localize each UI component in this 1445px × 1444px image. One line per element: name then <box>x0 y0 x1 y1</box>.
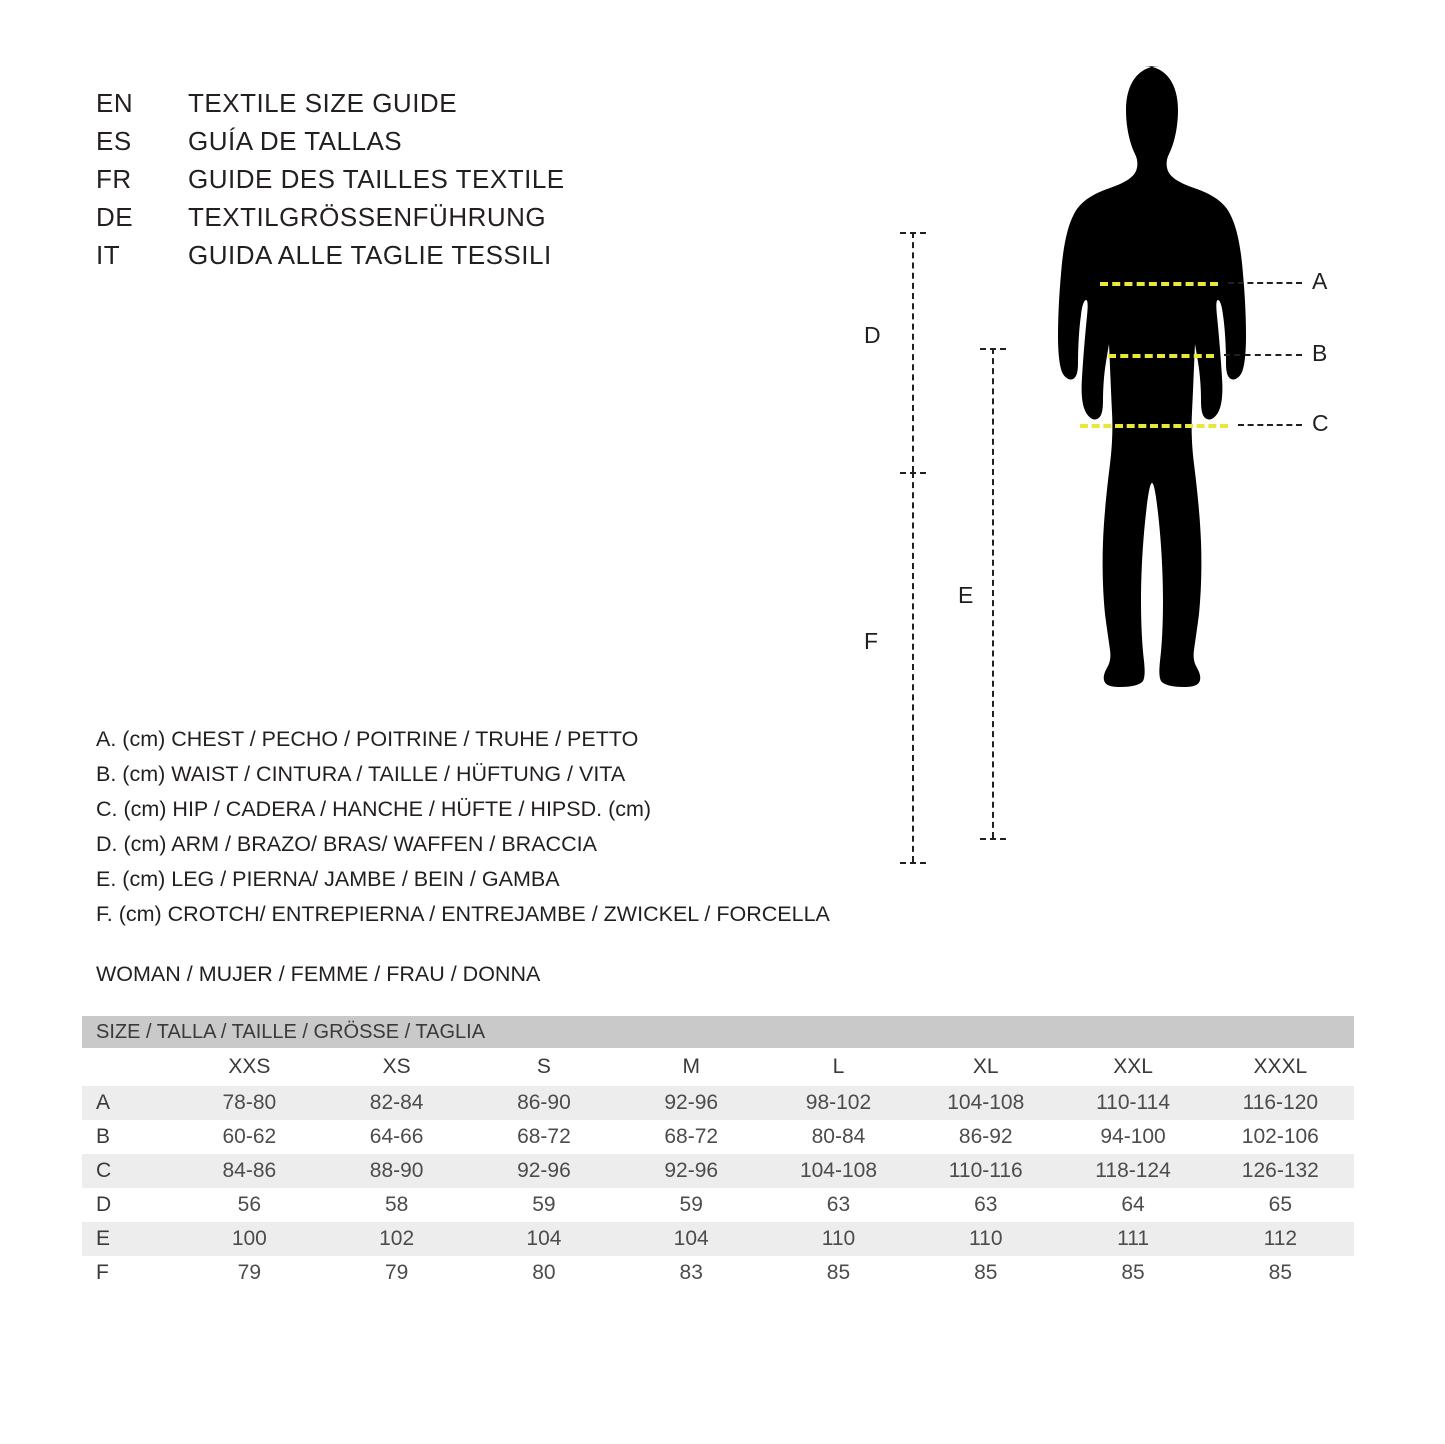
col-head-xl: XL <box>912 1048 1059 1086</box>
title-lang-it: IT <box>96 240 121 270</box>
cell-c-s: 92-96 <box>470 1154 617 1188</box>
legend-item-e: E. (cm) LEG / PIERNA/ JAMBE / BEIN / GAMBA <box>96 867 560 891</box>
cell-e-xs: 102 <box>323 1222 470 1256</box>
col-head-xxxl: XXXL <box>1207 1048 1354 1086</box>
cell-c-l: 104-108 <box>765 1154 912 1188</box>
col-head-xxs: XXS <box>176 1048 323 1086</box>
cell-d-xxs: 56 <box>176 1188 323 1222</box>
size-table <box>82 1016 1354 1290</box>
table-row <box>82 1222 1354 1256</box>
title-lang-en: EN <box>96 88 134 118</box>
col-head-xxl: XXL <box>1059 1048 1206 1086</box>
gender-heading: WOMAN / MUJER / FEMME / FRAU / DONNA <box>96 962 541 986</box>
cell-d-xxl: 64 <box>1059 1188 1206 1222</box>
cell-f-xxl: 85 <box>1059 1256 1206 1290</box>
table-row <box>82 1256 1354 1290</box>
title-row <box>96 240 856 278</box>
table-column-headers <box>82 1048 1354 1086</box>
cell-e-l: 110 <box>765 1222 912 1256</box>
row-label-d: D <box>82 1188 176 1222</box>
cell-e-xl: 110 <box>912 1222 1059 1256</box>
legend-item-f: F. (cm) CROTCH/ ENTREPIERNA / ENTREJAMBE / ZWICKEL / FORCELLA <box>96 902 830 926</box>
table-header-bar-label: SIZE / TALLA / TAILLE / GRÖSSE / TAGLIA <box>82 1016 1354 1048</box>
col-head-blank <box>82 1048 176 1086</box>
measure-line-e <box>992 348 994 838</box>
title-text-it: GUIDA ALLE TAGLIE TESSILI <box>188 240 552 270</box>
cell-e-xxs: 100 <box>176 1222 323 1256</box>
cell-b-xxxl: 102-106 <box>1207 1120 1354 1154</box>
title-row <box>96 164 856 202</box>
cell-b-s: 68-72 <box>470 1120 617 1154</box>
row-label-e: E <box>82 1222 176 1256</box>
cell-d-s: 59 <box>470 1188 617 1222</box>
measure-cap-e-top <box>980 348 1006 350</box>
cell-a-xs: 82-84 <box>323 1086 470 1120</box>
cell-d-m: 59 <box>618 1188 765 1222</box>
cell-f-xs: 79 <box>323 1256 470 1290</box>
cell-b-m: 68-72 <box>618 1120 765 1154</box>
measure-label-e: E <box>958 582 974 608</box>
waist-band <box>1108 354 1214 358</box>
table-row <box>82 1120 1354 1154</box>
cell-a-l: 98-102 <box>765 1086 912 1120</box>
measurement-legend <box>96 722 916 932</box>
cell-f-m: 83 <box>618 1256 765 1290</box>
cell-a-xxl: 110-114 <box>1059 1086 1206 1120</box>
table-row <box>82 1154 1354 1188</box>
measure-cap-e-bottom <box>980 838 1006 840</box>
legend-item-a: A. (cm) CHEST / PECHO / POITRINE / TRUHE / PETTO <box>96 727 639 751</box>
cell-d-xl: 63 <box>912 1188 1059 1222</box>
measure-label-f: F <box>864 628 879 654</box>
title-row <box>96 126 856 164</box>
table-header-bar <box>82 1016 1354 1048</box>
cell-b-xs: 64-66 <box>323 1120 470 1154</box>
col-head-l: L <box>765 1048 912 1086</box>
col-head-xs: XS <box>323 1048 470 1086</box>
table-row <box>82 1086 1354 1120</box>
title-lang-es: ES <box>96 126 132 156</box>
measure-label-b: B <box>1312 340 1328 366</box>
cell-c-xl: 110-116 <box>912 1154 1059 1188</box>
title-lang-fr: FR <box>96 164 132 194</box>
title-row <box>96 202 856 240</box>
title-text-fr: GUIDE DES TAILLES TEXTILE <box>188 164 565 194</box>
measure-label-d: D <box>864 322 881 348</box>
title-text-es: GUÍA DE TALLAS <box>188 126 403 156</box>
cell-e-m: 104 <box>618 1222 765 1256</box>
title-lang-de: DE <box>96 202 134 232</box>
row-label-f: F <box>82 1256 176 1290</box>
cell-e-xxxl: 112 <box>1207 1222 1354 1256</box>
cell-b-xxs: 60-62 <box>176 1120 323 1154</box>
title-row <box>96 88 856 126</box>
cell-b-xl: 86-92 <box>912 1120 1059 1154</box>
measure-line-d <box>912 232 914 472</box>
cell-f-s: 80 <box>470 1256 617 1290</box>
cell-f-l: 85 <box>765 1256 912 1290</box>
cell-e-xxl: 111 <box>1059 1222 1206 1256</box>
hip-band <box>1080 424 1228 428</box>
cell-d-xxxl: 65 <box>1207 1188 1354 1222</box>
hip-leader-line <box>1238 424 1302 426</box>
cell-c-xxs: 84-86 <box>176 1154 323 1188</box>
title-text-de: TEXTILGRÖSSENFÜHRUNG <box>188 202 547 232</box>
legend-item-c: C. (cm) HIP / CADERA / HANCHE / HÜFTE / HIPSD. (cm) <box>96 797 652 821</box>
chest-leader-line <box>1228 282 1302 284</box>
measure-label-c: C <box>1312 410 1329 436</box>
cell-c-xxl: 118-124 <box>1059 1154 1206 1188</box>
row-label-b: B <box>82 1120 176 1154</box>
legend-item-d: D. (cm) ARM / BRAZO/ BRAS/ WAFFEN / BRACCIA <box>96 832 597 856</box>
female-silhouette-icon <box>1040 60 1280 890</box>
cell-c-xs: 88-90 <box>323 1154 470 1188</box>
legend-item-b: B. (cm) WAIST / CINTURA / TAILLE / HÜFTUNG / VITA <box>96 762 626 786</box>
cell-a-s: 86-90 <box>470 1086 617 1120</box>
cell-e-s: 104 <box>470 1222 617 1256</box>
title-text-en: TEXTILE SIZE GUIDE <box>188 88 458 118</box>
cell-b-xxl: 94-100 <box>1059 1120 1206 1154</box>
cell-b-l: 80-84 <box>765 1120 912 1154</box>
cell-c-xxxl: 126-132 <box>1207 1154 1354 1188</box>
cell-a-xxxl: 116-120 <box>1207 1086 1354 1120</box>
measure-label-a: A <box>1312 268 1328 294</box>
cell-d-l: 63 <box>765 1188 912 1222</box>
title-block <box>96 88 856 278</box>
table-row <box>82 1188 1354 1222</box>
cell-f-xxs: 79 <box>176 1256 323 1290</box>
row-label-a: A <box>82 1086 176 1120</box>
cell-a-xl: 104-108 <box>912 1086 1059 1120</box>
measure-cap-d-top <box>900 232 926 234</box>
cell-d-xs: 58 <box>323 1188 470 1222</box>
cell-a-m: 92-96 <box>618 1086 765 1120</box>
chest-band <box>1100 282 1218 286</box>
cell-c-m: 92-96 <box>618 1154 765 1188</box>
row-label-c: C <box>82 1154 176 1188</box>
cell-f-xl: 85 <box>912 1256 1059 1290</box>
cell-f-xxxl: 85 <box>1207 1256 1354 1290</box>
cell-a-xxs: 78-80 <box>176 1086 323 1120</box>
body-measurement-diagram <box>840 60 1400 900</box>
waist-leader-line <box>1224 354 1302 356</box>
col-head-m: M <box>618 1048 765 1086</box>
col-head-s: S <box>470 1048 617 1086</box>
